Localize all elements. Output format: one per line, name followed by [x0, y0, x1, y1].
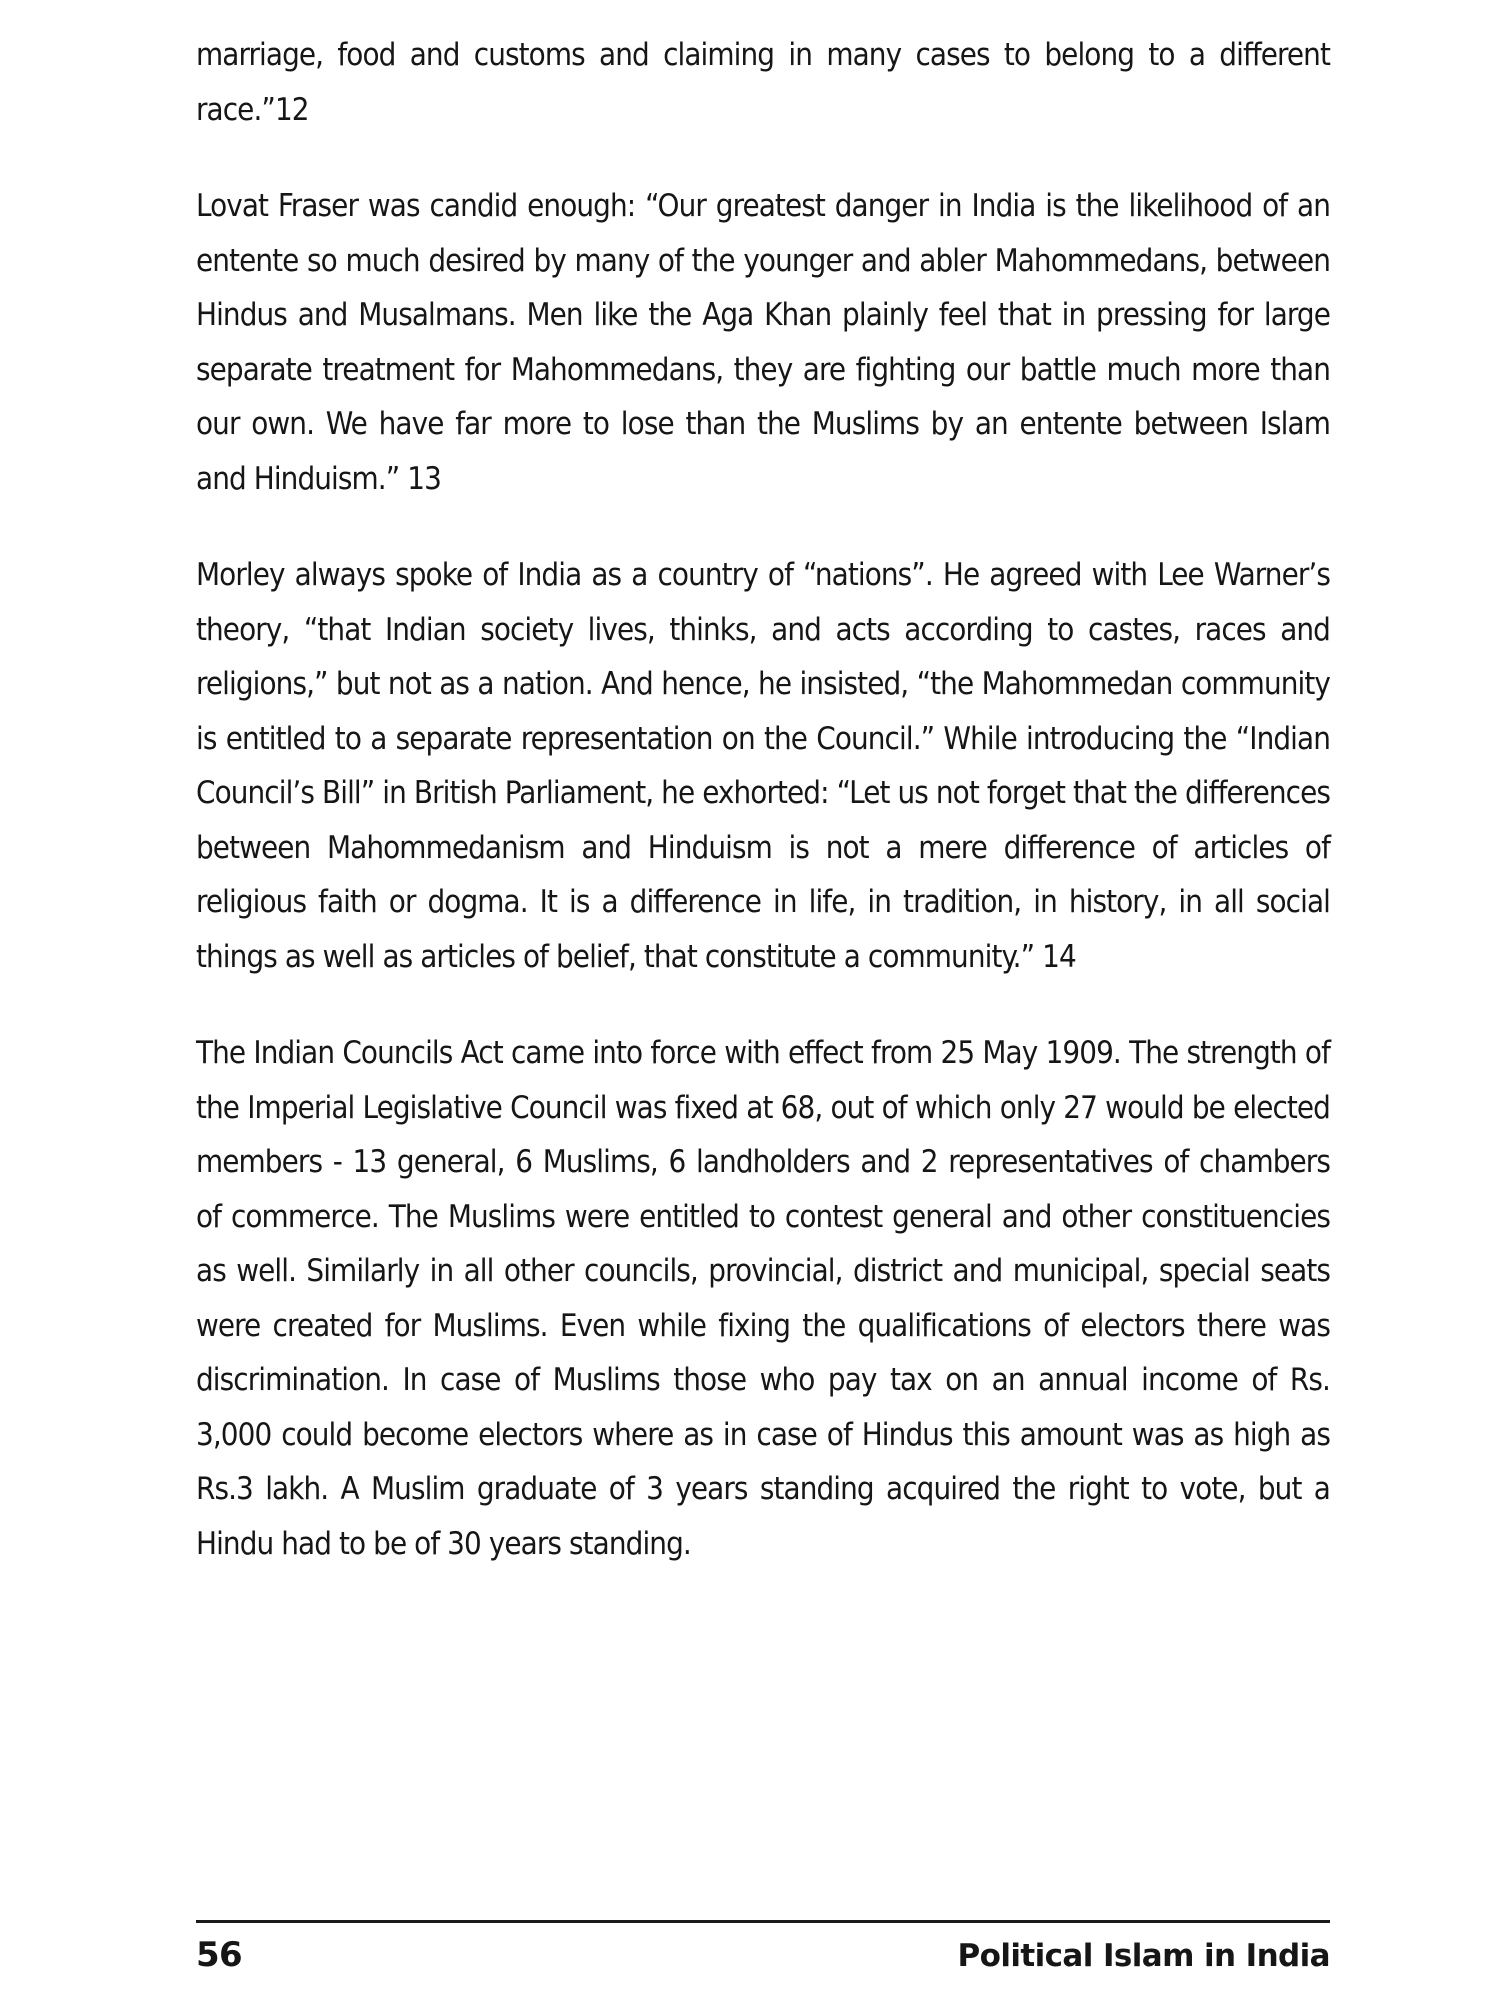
footer-row: [196, 1935, 1330, 1975]
footer-divider: [196, 1920, 1330, 1923]
paragraph-lovat-fraser: Lovat Fraser was candid enough: “Our greatest danger in India is the likelihood of an entente so much desired by many of the younger and abler Mahommedans, between Hindus and Musalmans. Men like the Aga Khan plainly feel that in pressing for large separate treatment for Mahommedans, they are fighting our battle much more than our own. We have far more to lose than the Muslims by an entente between Islam and Hinduism.” 13: [196, 188, 1330, 497]
paragraph-councils-act: The Indian Councils Act came into force with effect from 25 May 1909. The strength of the Imperial Legislative Council was fixed at 68, out of which only 27 would be elected members - 13 general, 6 Muslims, 6 landholders and 2 representatives of chambers of commerce. The Muslims were entitled to contest general and other constituencies as well. Similarly in all other councils, provincial, district and municipal, special seats were created for Muslims. Even while fixing the qualifications of electors there was discrimination. In case of Muslims those who pay tax on an annual income of Rs. 3,000 could become electors where as in case of Hindus this amount was as high as Rs.3 lakh. A Muslim graduate of 3 years standing acquired the right to vote, but a Hindu had to be of 30 years standing.: [196, 1035, 1330, 1562]
paragraph-continuation: marriage, food and customs and claiming in many cases to belong to a different race.”12: [196, 37, 1330, 128]
page-number: 56: [196, 1935, 243, 1975]
running-title: Political Islam in India: [957, 1938, 1330, 1974]
page-footer: [196, 1920, 1330, 1975]
page-body: [196, 28, 1330, 1613]
paragraph-morley: Morley always spoke of India as a country of “nations”. He agreed with Lee Warner’s theory, “that Indian society lives, thinks, and acts according to castes, races and religions,” but not as a nation. And hence, he insisted, “the Mahommedan community is entitled to a separate representation on the Council.” While introducing the “Indian Council’s Bill” in British Parliament, he exhorted: “Let us not forget that the differences between Mahommedanism and Hinduism is not a mere difference of articles of religious faith or dogma. It is a difference in life, in tradition, in history, in all social things as well as articles of belief, that constitute a community.” 14: [196, 557, 1330, 975]
